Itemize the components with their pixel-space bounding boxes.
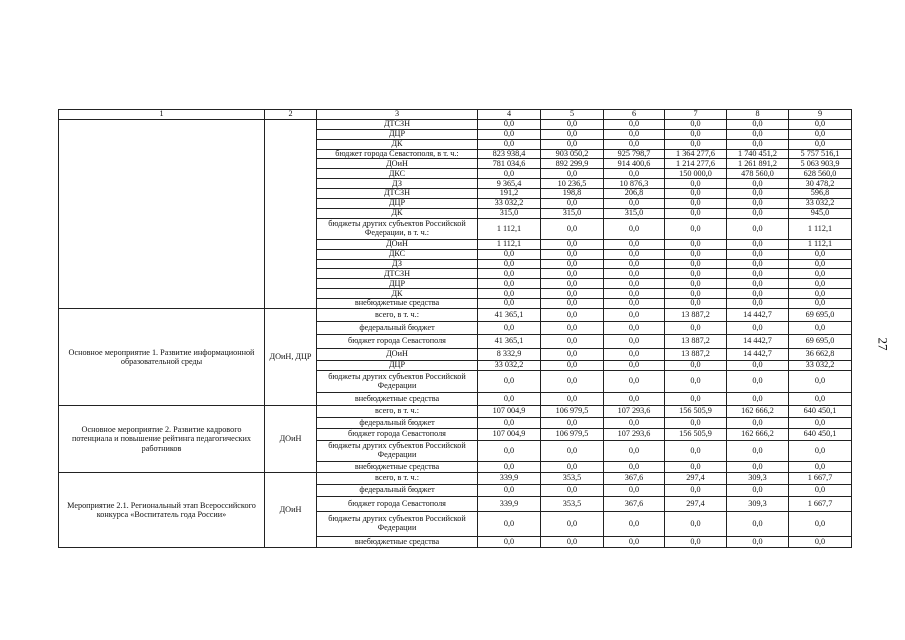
value-cell: 0,0 xyxy=(604,349,665,361)
header-cell: 6 xyxy=(604,110,665,120)
value-cell: 0,0 xyxy=(604,169,665,179)
source-label: ДКС xyxy=(317,169,478,179)
value-cell: 0,0 xyxy=(789,371,852,393)
value-cell: 0,0 xyxy=(541,537,604,548)
responsible-executor: ДОиН xyxy=(265,473,317,548)
value-cell: 1 112,1 xyxy=(478,239,541,249)
value-cell: 0,0 xyxy=(789,537,852,548)
header-cell: 8 xyxy=(727,110,789,120)
value-cell: 0,0 xyxy=(604,119,665,129)
source-label: бюджет города Севастополя xyxy=(317,429,478,441)
value-cell: 0,0 xyxy=(789,289,852,299)
value-cell: 0,0 xyxy=(665,239,727,249)
source-label: внебюджетные средства xyxy=(317,537,478,548)
value-cell: 640 450,1 xyxy=(789,429,852,441)
value-cell: 0,0 xyxy=(727,393,789,406)
page-number: 27 xyxy=(875,337,891,351)
value-cell: 914 400,6 xyxy=(604,159,665,169)
value-cell: 0,0 xyxy=(541,218,604,239)
source-label: бюджеты других субъектов Российской Федерации xyxy=(317,371,478,393)
source-label: всего, в т. ч.: xyxy=(317,473,478,485)
value-cell: 0,0 xyxy=(727,208,789,218)
source-label: ДТСЗН xyxy=(317,119,478,129)
value-cell: 0,0 xyxy=(727,199,789,209)
value-cell: 0,0 xyxy=(541,393,604,406)
value-cell: 0,0 xyxy=(478,299,541,309)
value-cell: 0,0 xyxy=(478,441,541,462)
source-label: внебюджетные средства xyxy=(317,462,478,473)
responsible-executor: ДОиН, ДЦР xyxy=(265,309,317,406)
value-cell: 0,0 xyxy=(478,393,541,406)
value-cell: 0,0 xyxy=(727,418,789,429)
value-cell: 0,0 xyxy=(665,139,727,149)
value-cell: 0,0 xyxy=(541,269,604,279)
source-label: ДОиН xyxy=(317,159,478,169)
source-label: ДОиН xyxy=(317,349,478,361)
value-cell: 0,0 xyxy=(727,259,789,269)
value-cell: 0,0 xyxy=(541,139,604,149)
value-cell: 0,0 xyxy=(789,249,852,259)
value-cell: 30 478,2 xyxy=(789,179,852,189)
value-cell: 0,0 xyxy=(541,462,604,473)
value-cell: 0,0 xyxy=(789,279,852,289)
value-cell: 0,0 xyxy=(665,512,727,537)
value-cell: 14 442,7 xyxy=(727,349,789,361)
value-cell: 5 063 903,9 xyxy=(789,159,852,169)
value-cell: 1 261 891,2 xyxy=(727,159,789,169)
value-cell: 206,8 xyxy=(604,189,665,199)
source-label: ДК xyxy=(317,289,478,299)
value-cell: 0,0 xyxy=(665,289,727,299)
value-cell: 0,0 xyxy=(665,259,727,269)
value-cell: 945,0 xyxy=(789,208,852,218)
value-cell: 0,0 xyxy=(789,129,852,139)
event-name: Основное мероприятие 1. Развитие информационной образовательной среды xyxy=(59,309,265,406)
source-label: бюджеты других субъектов Российской Федерации, в т. ч.: xyxy=(317,218,478,239)
value-cell: 781 034,6 xyxy=(478,159,541,169)
value-cell: 0,0 xyxy=(727,371,789,393)
header-row xyxy=(59,110,852,120)
table-row xyxy=(59,119,852,129)
value-cell: 0,0 xyxy=(604,249,665,259)
value-cell: 0,0 xyxy=(541,371,604,393)
value-cell: 297,4 xyxy=(665,473,727,485)
value-cell: 0,0 xyxy=(727,361,789,371)
value-cell: 0,0 xyxy=(541,335,604,349)
value-cell: 8 332,9 xyxy=(478,349,541,361)
value-cell: 0,0 xyxy=(789,512,852,537)
source-label: ДТСЗН xyxy=(317,269,478,279)
event-name: Основное мероприятие 2. Развитие кадрового потенциала и повышение рейтинга педагогических работников xyxy=(59,406,265,473)
source-label: ДЦР xyxy=(317,279,478,289)
value-cell: 0,0 xyxy=(478,259,541,269)
header-cell: 1 xyxy=(59,110,265,120)
value-cell: 0,0 xyxy=(665,371,727,393)
value-cell: 106 979,5 xyxy=(541,406,604,418)
value-cell: 0,0 xyxy=(478,322,541,335)
value-cell: 0,0 xyxy=(541,485,604,497)
value-cell: 0,0 xyxy=(604,335,665,349)
value-cell: 107 004,9 xyxy=(478,406,541,418)
value-cell: 0,0 xyxy=(665,322,727,335)
value-cell: 0,0 xyxy=(541,259,604,269)
value-cell: 0,0 xyxy=(789,299,852,309)
header-cell: 9 xyxy=(789,110,852,120)
value-cell: 0,0 xyxy=(727,189,789,199)
source-label: ДЦР xyxy=(317,199,478,209)
value-cell: 0,0 xyxy=(665,279,727,289)
value-cell: 0,0 xyxy=(604,299,665,309)
source-label: всего, в т. ч.: xyxy=(317,309,478,322)
value-cell: 0,0 xyxy=(478,279,541,289)
value-cell: 1 740 451,2 xyxy=(727,149,789,159)
value-cell: 892 299,9 xyxy=(541,159,604,169)
value-cell: 0,0 xyxy=(604,269,665,279)
value-cell: 156 505,9 xyxy=(665,406,727,418)
value-cell: 0,0 xyxy=(604,218,665,239)
value-cell: 596,8 xyxy=(789,189,852,199)
source-label: бюджет города Севастополя xyxy=(317,497,478,512)
value-cell: 0,0 xyxy=(789,441,852,462)
value-cell: 0,0 xyxy=(665,199,727,209)
value-cell: 0,0 xyxy=(604,199,665,209)
value-cell: 0,0 xyxy=(604,418,665,429)
value-cell: 0,0 xyxy=(727,269,789,279)
value-cell: 41 365,1 xyxy=(478,309,541,322)
value-cell: 0,0 xyxy=(789,462,852,473)
value-cell: 0,0 xyxy=(727,249,789,259)
value-cell: 13 887,2 xyxy=(665,335,727,349)
value-cell: 1 364 277,6 xyxy=(665,149,727,159)
value-cell: 0,0 xyxy=(789,322,852,335)
budget-table xyxy=(58,109,852,548)
value-cell: 0,0 xyxy=(541,199,604,209)
value-cell: 0,0 xyxy=(478,289,541,299)
value-cell: 0,0 xyxy=(478,129,541,139)
source-label: бюджет города Севастополя xyxy=(317,335,478,349)
value-cell: 5 757 516,1 xyxy=(789,149,852,159)
responsible-cell xyxy=(265,119,317,308)
value-cell: 0,0 xyxy=(541,119,604,129)
source-label: ДК xyxy=(317,139,478,149)
value-cell: 191,2 xyxy=(478,189,541,199)
event-name-cell xyxy=(59,119,265,308)
value-cell: 0,0 xyxy=(665,179,727,189)
source-label: бюджеты других субъектов Российской Федерации xyxy=(317,441,478,462)
value-cell: 1 667,7 xyxy=(789,497,852,512)
value-cell: 0,0 xyxy=(665,361,727,371)
value-cell: 156 505,9 xyxy=(665,429,727,441)
value-cell: 0,0 xyxy=(478,418,541,429)
value-cell: 0,0 xyxy=(665,393,727,406)
value-cell: 0,0 xyxy=(727,322,789,335)
value-cell: 823 938,4 xyxy=(478,149,541,159)
header-cell: 7 xyxy=(665,110,727,120)
value-cell: 640 450,1 xyxy=(789,406,852,418)
value-cell: 10 876,3 xyxy=(604,179,665,189)
value-cell: 0,0 xyxy=(541,289,604,299)
source-label: федеральный бюджет xyxy=(317,485,478,497)
value-cell: 0,0 xyxy=(478,462,541,473)
source-label: ДК xyxy=(317,208,478,218)
value-cell: 0,0 xyxy=(604,361,665,371)
value-cell: 33 032,2 xyxy=(789,199,852,209)
value-cell: 0,0 xyxy=(665,129,727,139)
value-cell: 0,0 xyxy=(478,139,541,149)
source-label: ДТСЗН xyxy=(317,189,478,199)
value-cell: 0,0 xyxy=(665,119,727,129)
value-cell: 107 293,6 xyxy=(604,429,665,441)
value-cell: 315,0 xyxy=(604,208,665,218)
value-cell: 1 112,1 xyxy=(478,218,541,239)
value-cell: 1 112,1 xyxy=(789,218,852,239)
value-cell: 0,0 xyxy=(665,485,727,497)
value-cell: 0,0 xyxy=(789,485,852,497)
value-cell: 162 666,2 xyxy=(727,406,789,418)
value-cell: 0,0 xyxy=(727,537,789,548)
table-row xyxy=(59,473,852,485)
value-cell: 0,0 xyxy=(665,218,727,239)
value-cell: 69 695,0 xyxy=(789,335,852,349)
value-cell: 107 004,9 xyxy=(478,429,541,441)
value-cell: 0,0 xyxy=(604,309,665,322)
value-cell: 0,0 xyxy=(727,279,789,289)
value-cell: 0,0 xyxy=(604,259,665,269)
value-cell: 0,0 xyxy=(727,119,789,129)
table-row xyxy=(59,406,852,418)
value-cell: 0,0 xyxy=(727,139,789,149)
value-cell: 0,0 xyxy=(478,512,541,537)
value-cell: 628 560,0 xyxy=(789,169,852,179)
value-cell: 0,0 xyxy=(541,309,604,322)
value-cell: 0,0 xyxy=(541,361,604,371)
value-cell: 297,4 xyxy=(665,497,727,512)
value-cell: 0,0 xyxy=(541,299,604,309)
value-cell: 36 662,8 xyxy=(789,349,852,361)
value-cell: 0,0 xyxy=(727,462,789,473)
value-cell: 1 214 277,6 xyxy=(665,159,727,169)
value-cell: 0,0 xyxy=(727,289,789,299)
value-cell: 0,0 xyxy=(478,249,541,259)
header-cell: 5 xyxy=(541,110,604,120)
source-label: бюджеты других субъектов Российской Федерации xyxy=(317,512,478,537)
value-cell: 0,0 xyxy=(727,485,789,497)
value-cell: 0,0 xyxy=(789,139,852,149)
source-label: ДОиН xyxy=(317,239,478,249)
responsible-executor: ДОиН xyxy=(265,406,317,473)
value-cell: 1 667,7 xyxy=(789,473,852,485)
value-cell: 0,0 xyxy=(604,139,665,149)
value-cell: 0,0 xyxy=(541,512,604,537)
value-cell: 0,0 xyxy=(727,512,789,537)
value-cell: 0,0 xyxy=(665,189,727,199)
value-cell: 0,0 xyxy=(727,179,789,189)
value-cell: 0,0 xyxy=(604,462,665,473)
value-cell: 1 112,1 xyxy=(789,239,852,249)
value-cell: 198,8 xyxy=(541,189,604,199)
value-cell: 0,0 xyxy=(665,462,727,473)
value-cell: 0,0 xyxy=(478,269,541,279)
value-cell: 0,0 xyxy=(604,239,665,249)
value-cell: 0,0 xyxy=(604,371,665,393)
value-cell: 69 695,0 xyxy=(789,309,852,322)
value-cell: 0,0 xyxy=(478,485,541,497)
value-cell: 0,0 xyxy=(665,208,727,218)
source-label: ДЦР xyxy=(317,361,478,371)
event-name: Мероприятие 2.1. Региональный этап Всероссийского конкурса «Воспитатель года России» xyxy=(59,473,265,548)
value-cell: 0,0 xyxy=(789,119,852,129)
value-cell: 0,0 xyxy=(541,441,604,462)
value-cell: 0,0 xyxy=(541,322,604,335)
value-cell: 33 032,2 xyxy=(478,361,541,371)
source-label: всего, в т. ч.: xyxy=(317,406,478,418)
header-cell: 4 xyxy=(478,110,541,120)
source-label: бюджет города Севастополя, в т. ч.: xyxy=(317,149,478,159)
value-cell: 162 666,2 xyxy=(727,429,789,441)
value-cell: 0,0 xyxy=(789,269,852,279)
value-cell: 0,0 xyxy=(789,418,852,429)
value-cell: 353,5 xyxy=(541,497,604,512)
value-cell: 0,0 xyxy=(604,537,665,548)
value-cell: 0,0 xyxy=(604,393,665,406)
value-cell: 925 798,7 xyxy=(604,149,665,159)
source-label: ДКС xyxy=(317,249,478,259)
value-cell: 367,6 xyxy=(604,497,665,512)
value-cell: 0,0 xyxy=(665,299,727,309)
value-cell: 0,0 xyxy=(541,169,604,179)
value-cell: 0,0 xyxy=(541,279,604,289)
value-cell: 0,0 xyxy=(478,119,541,129)
value-cell: 309,3 xyxy=(727,473,789,485)
source-label: внебюджетные средства xyxy=(317,299,478,309)
value-cell: 33 032,2 xyxy=(478,199,541,209)
value-cell: 150 000,0 xyxy=(665,169,727,179)
source-label: ДЗ xyxy=(317,179,478,189)
value-cell: 0,0 xyxy=(665,418,727,429)
value-cell: 0,0 xyxy=(604,441,665,462)
source-label: ДЦР xyxy=(317,129,478,139)
value-cell: 106 979,5 xyxy=(541,429,604,441)
value-cell: 903 050,2 xyxy=(541,149,604,159)
value-cell: 0,0 xyxy=(604,289,665,299)
value-cell: 0,0 xyxy=(727,218,789,239)
value-cell: 0,0 xyxy=(727,299,789,309)
value-cell: 0,0 xyxy=(541,249,604,259)
value-cell: 353,5 xyxy=(541,473,604,485)
value-cell: 0,0 xyxy=(541,239,604,249)
value-cell: 0,0 xyxy=(604,512,665,537)
value-cell: 14 442,7 xyxy=(727,309,789,322)
value-cell: 0,0 xyxy=(478,371,541,393)
header-cell: 3 xyxy=(317,110,478,120)
value-cell: 0,0 xyxy=(604,322,665,335)
value-cell: 9 365,4 xyxy=(478,179,541,189)
value-cell: 0,0 xyxy=(665,249,727,259)
value-cell: 107 293,6 xyxy=(604,406,665,418)
value-cell: 0,0 xyxy=(727,129,789,139)
value-cell: 339,9 xyxy=(478,473,541,485)
value-cell: 41 365,1 xyxy=(478,335,541,349)
value-cell: 309,3 xyxy=(727,497,789,512)
header-cell: 2 xyxy=(265,110,317,120)
value-cell: 315,0 xyxy=(541,208,604,218)
value-cell: 33 032,2 xyxy=(789,361,852,371)
value-cell: 0,0 xyxy=(727,441,789,462)
value-cell: 0,0 xyxy=(665,537,727,548)
value-cell: 0,0 xyxy=(665,441,727,462)
value-cell: 10 236,5 xyxy=(541,179,604,189)
value-cell: 0,0 xyxy=(541,129,604,139)
table-row xyxy=(59,309,852,322)
value-cell: 0,0 xyxy=(665,269,727,279)
value-cell: 0,0 xyxy=(604,129,665,139)
value-cell: 0,0 xyxy=(727,239,789,249)
source-label: федеральный бюджет xyxy=(317,322,478,335)
value-cell: 315,0 xyxy=(478,208,541,218)
source-label: федеральный бюджет xyxy=(317,418,478,429)
value-cell: 0,0 xyxy=(789,259,852,269)
value-cell: 367,6 xyxy=(604,473,665,485)
value-cell: 13 887,2 xyxy=(665,309,727,322)
value-cell: 13 887,2 xyxy=(665,349,727,361)
value-cell: 339,9 xyxy=(478,497,541,512)
value-cell: 0,0 xyxy=(478,537,541,548)
value-cell: 0,0 xyxy=(541,418,604,429)
value-cell: 14 442,7 xyxy=(727,335,789,349)
value-cell: 0,0 xyxy=(789,393,852,406)
value-cell: 0,0 xyxy=(604,279,665,289)
source-label: внебюджетные средства xyxy=(317,393,478,406)
value-cell: 0,0 xyxy=(541,349,604,361)
value-cell: 0,0 xyxy=(604,485,665,497)
value-cell: 478 560,0 xyxy=(727,169,789,179)
source-label: ДЗ xyxy=(317,259,478,269)
value-cell: 0,0 xyxy=(478,169,541,179)
